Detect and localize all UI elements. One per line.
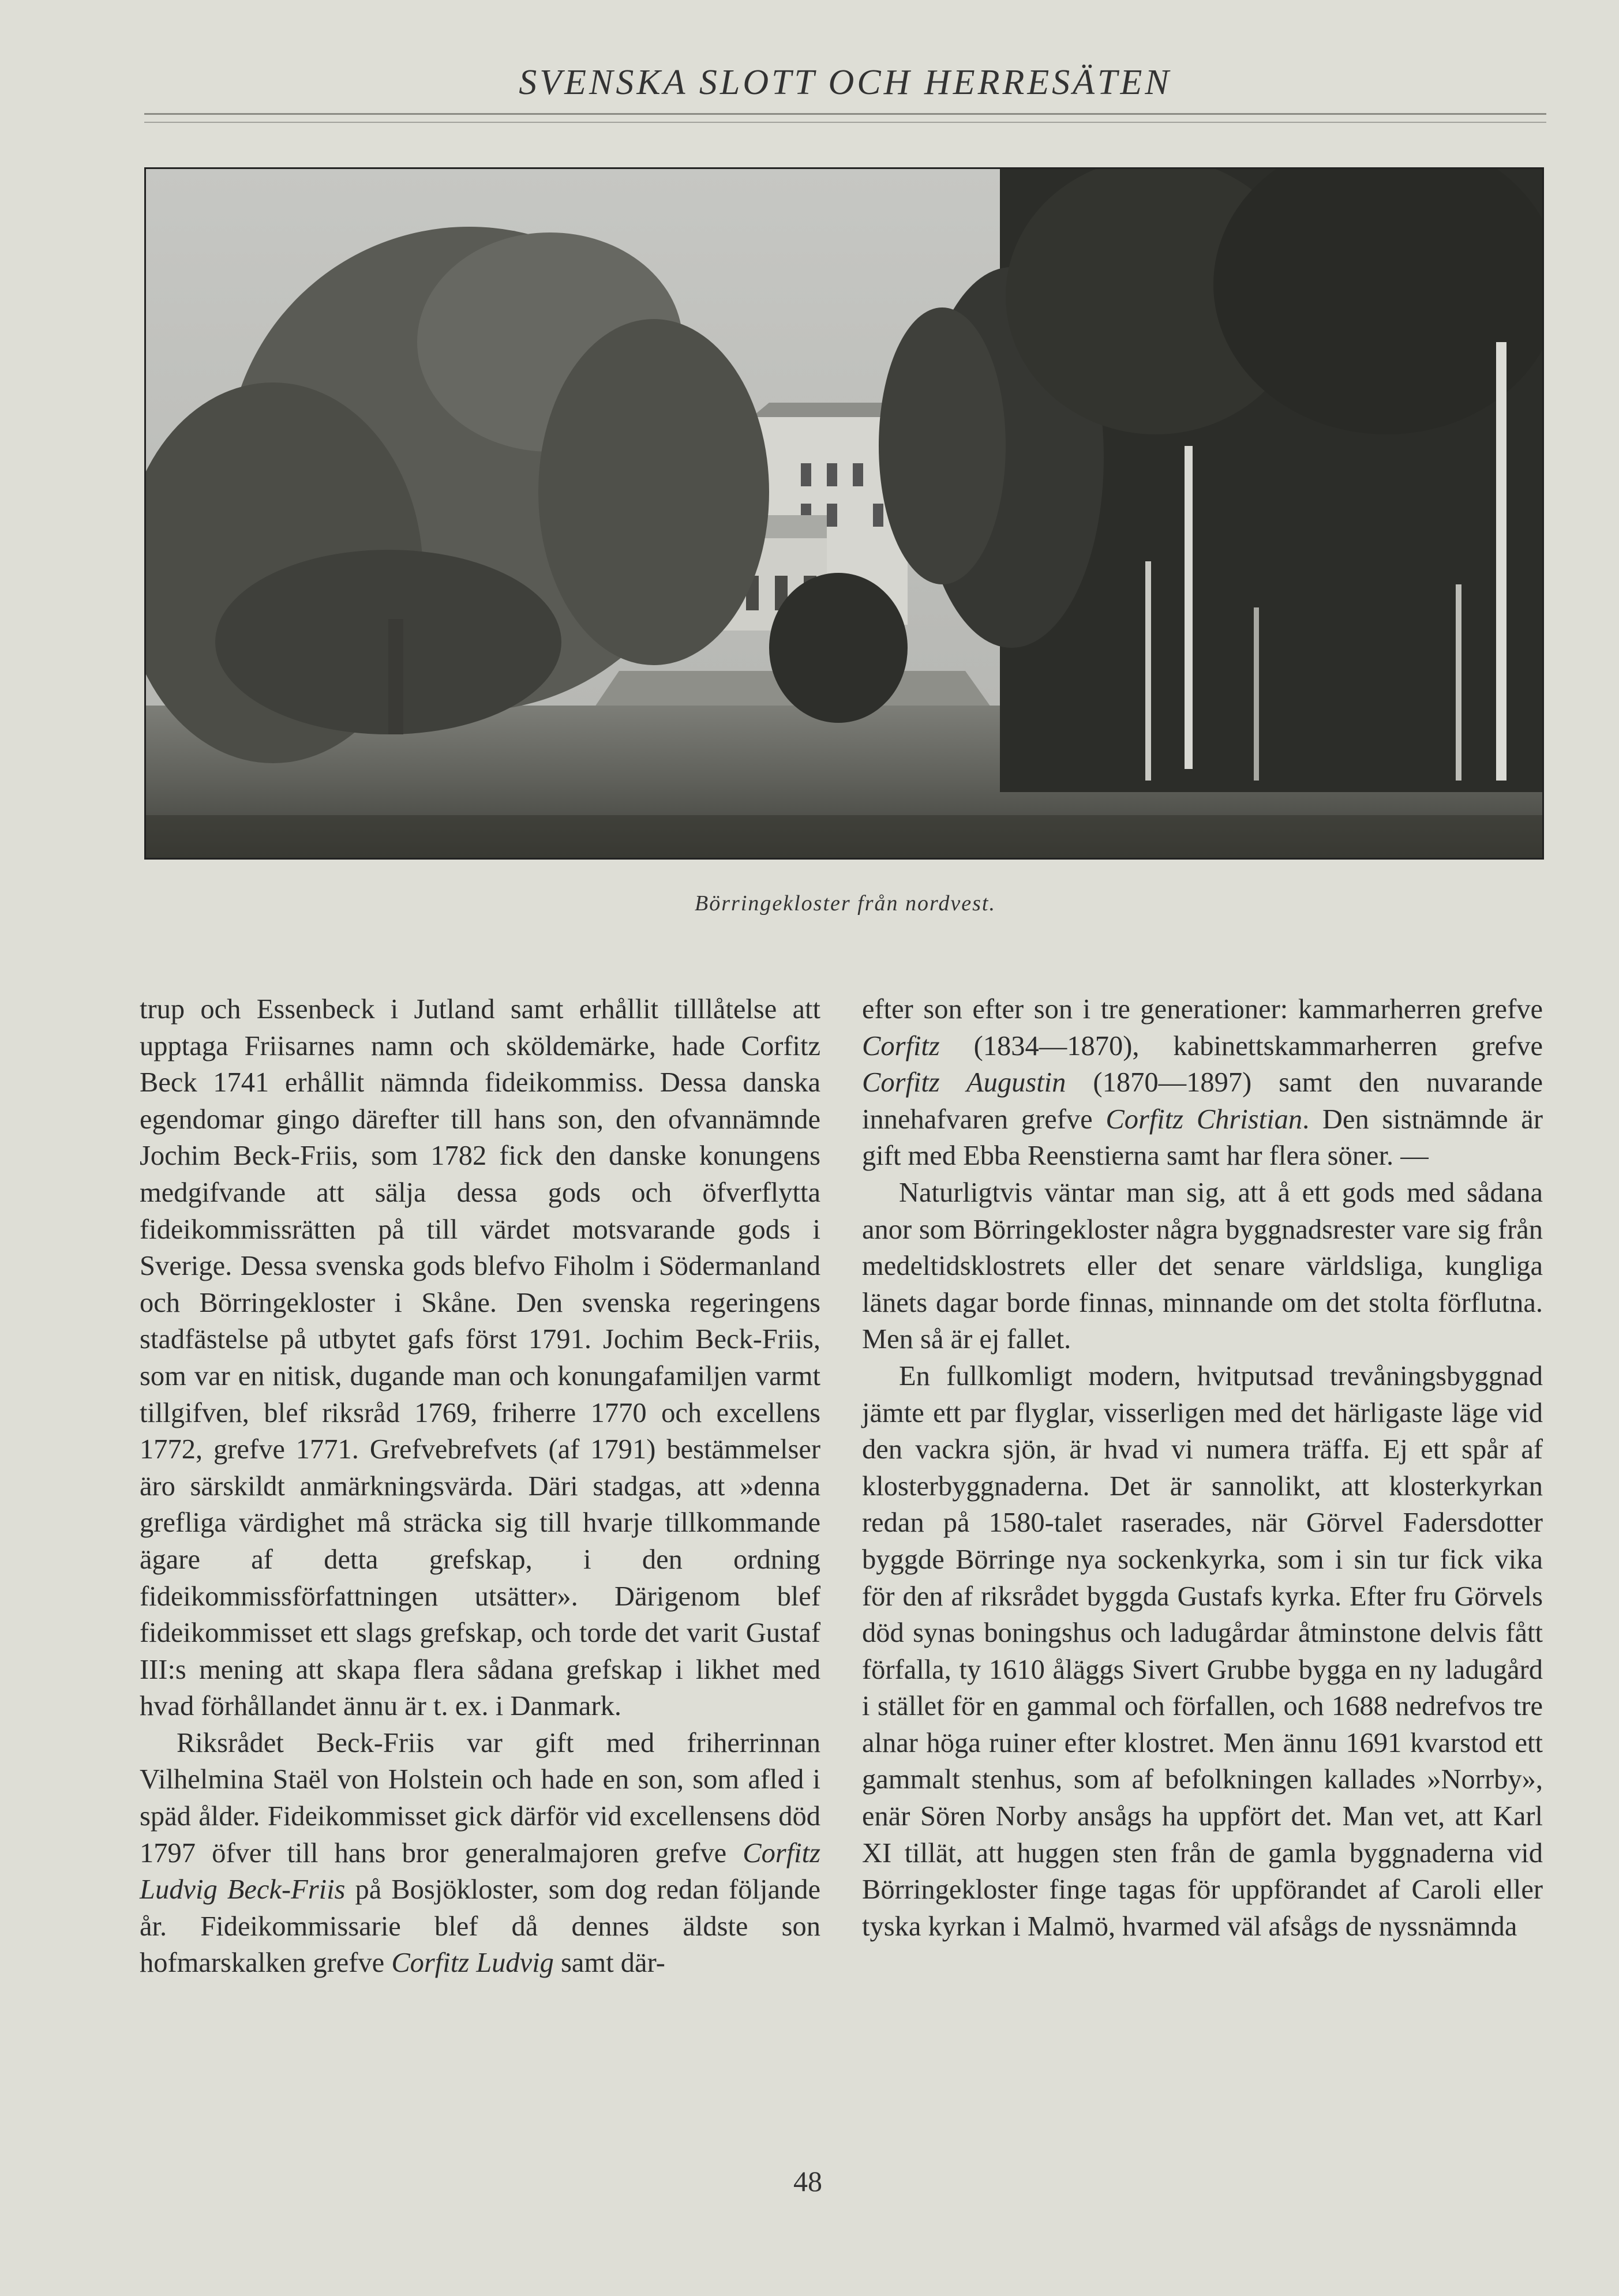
text-run: (1834—1870), kabinettskammarherren grefve	[939, 1030, 1543, 1061]
paragraph: Naturligtvis väntar man sig, att å ett gods med sådana anor som Börringekloster några byggnadsrester vare sig från medeltidsklostrets eller det senare världsliga, kungliga länets dagar borde finnas, minnande om det stolta förflutna. Men så är ej fallet.	[862, 1177, 1543, 1355]
photo-caption: Börringekloster från nordvest.	[695, 891, 996, 916]
person-name: Corfitz Christian	[1105, 1104, 1303, 1135]
header-rule	[144, 113, 1546, 115]
text-run: Riksrådet Beck-Friis var gift med friherrinnan Vilhelmina Staël von Holstein och hade en son, som afled i späd ålder. Fideikommisset gick därför vid excellensens död 1797 öfver till hans bror generalmajoren grefve	[140, 1727, 820, 1869]
paragraph	[140, 1725, 820, 1982]
person-name: Corfitz Ludvig	[391, 1948, 554, 1979]
person-name: Corfitz	[862, 1030, 940, 1061]
text-run: på Bosjökloster, som dog redan följande år. Fideikommissarie blef då dennes äldste son hofmarskalken grefve	[140, 1874, 820, 1979]
right-column	[862, 991, 1543, 1945]
paragraph: En fullkomligt modern, hvitputsad trevåningsbyggnad jämte ett par flyglar, visserligen med det härligaste läge vid den vackra sjön, är hvad vi numera träffa. Ej ett spår af klosterbyggnaderna. Det är sannolikt, att klosterkyrkan redan på 1580-talet raserades, när Görvel Fadersdotter byggde Börringe nya sockenkyrka, som i sin tur fick vika för den af riksrådet byggda Gustafs kyrka. Efter fru Görvels död synas boningshus och ladugårdar åtminstone delvis fått förfalla, ty 1610 åläggs Sivert Grubbe bygga en ny ladugård i stället för en gammal och förfallen, och 1688 nedrefvos tre alnar höga ruiner efter klostret. Men ännu 1691 kvarstod ett gammalt stenhus, som af befolkningen kallades »Norrby», enär Sören Norby ansågs ha uppfört det. Man vet, att Karl XI tillät, att huggen sten från de gamla byggnaderna vid Börringekloster finge tagas för uppförandet af Caroli eller tyska kyrkan i Malmö, hvarmed väl afsågs de nyssnämnda	[862, 1360, 1543, 1942]
paragraph	[862, 991, 1543, 1175]
running-head: SVENSKA SLOTT OCH HERRESÄTEN	[519, 63, 1172, 102]
left-column	[140, 991, 820, 1982]
text-run: samt där-	[553, 1948, 665, 1979]
text-run: . Den sistnämnde är gift med Ebba Reenstierna samt har flera söner. —	[862, 1104, 1543, 1172]
photo-illustration	[146, 169, 1542, 858]
person-name: Corfitz Ludvig Beck-Friis	[140, 1837, 820, 1905]
person-name: Corfitz Augustin	[862, 1067, 1066, 1098]
paragraph: trup och Essenbeck i Jutland samt erhållit tilllåtelse att upptaga Friisarnes namn och sköldemärke, hade Corfitz Beck 1741 erhållit nämnda fideikommiss. Dessa danska egendomar gingo därefter till hans son, den ofvannämnde Jochim Beck-Friis, som 1782 fick den danske konungens medgifvande att sälja dessa gods och öfverflytta fideikommissrätten på till värdet motsvarande gods i Sverige. Dessa svenska gods blefvo Fiholm i Södermanland och Börringekloster i Skåne. Den svenska regeringens stadfästelse på utbytet gafs först 1791. Jochim Beck-Friis, som var en nitisk, dugande man och konungafamiljen varmt tillgifven, blef riksråd 1769, friherre 1770 och excellens 1772, grefve 1771. Grefvebrefvets (af 1791) bestämmelser äro särskildt anmärkningsvärda. Däri stadgas, att »denna grefliga värdighet må sträcka sig till hvarje tillkommande ägare af detta grefskap, i den ordning fideikommissförfattningen utsätter». Därigenom blef fideikommisset ett slags grefskap, och torde det varit Gustaf III:s mening att skapa flera sådana grefskap i likhet med hvad förhållandet ännu är t. ex. i Danmark.	[140, 994, 820, 1722]
center-shrub	[769, 573, 908, 723]
text-run: (1870—1897) samt den nuvarande innehafvaren grefve	[862, 1067, 1543, 1135]
page-number: 48	[793, 2165, 822, 2197]
estate-photograph	[144, 167, 1544, 860]
header-rule-thin	[144, 122, 1546, 123]
text-run: efter son efter son i tre generationer: kammarherren grefve	[862, 994, 1543, 1025]
